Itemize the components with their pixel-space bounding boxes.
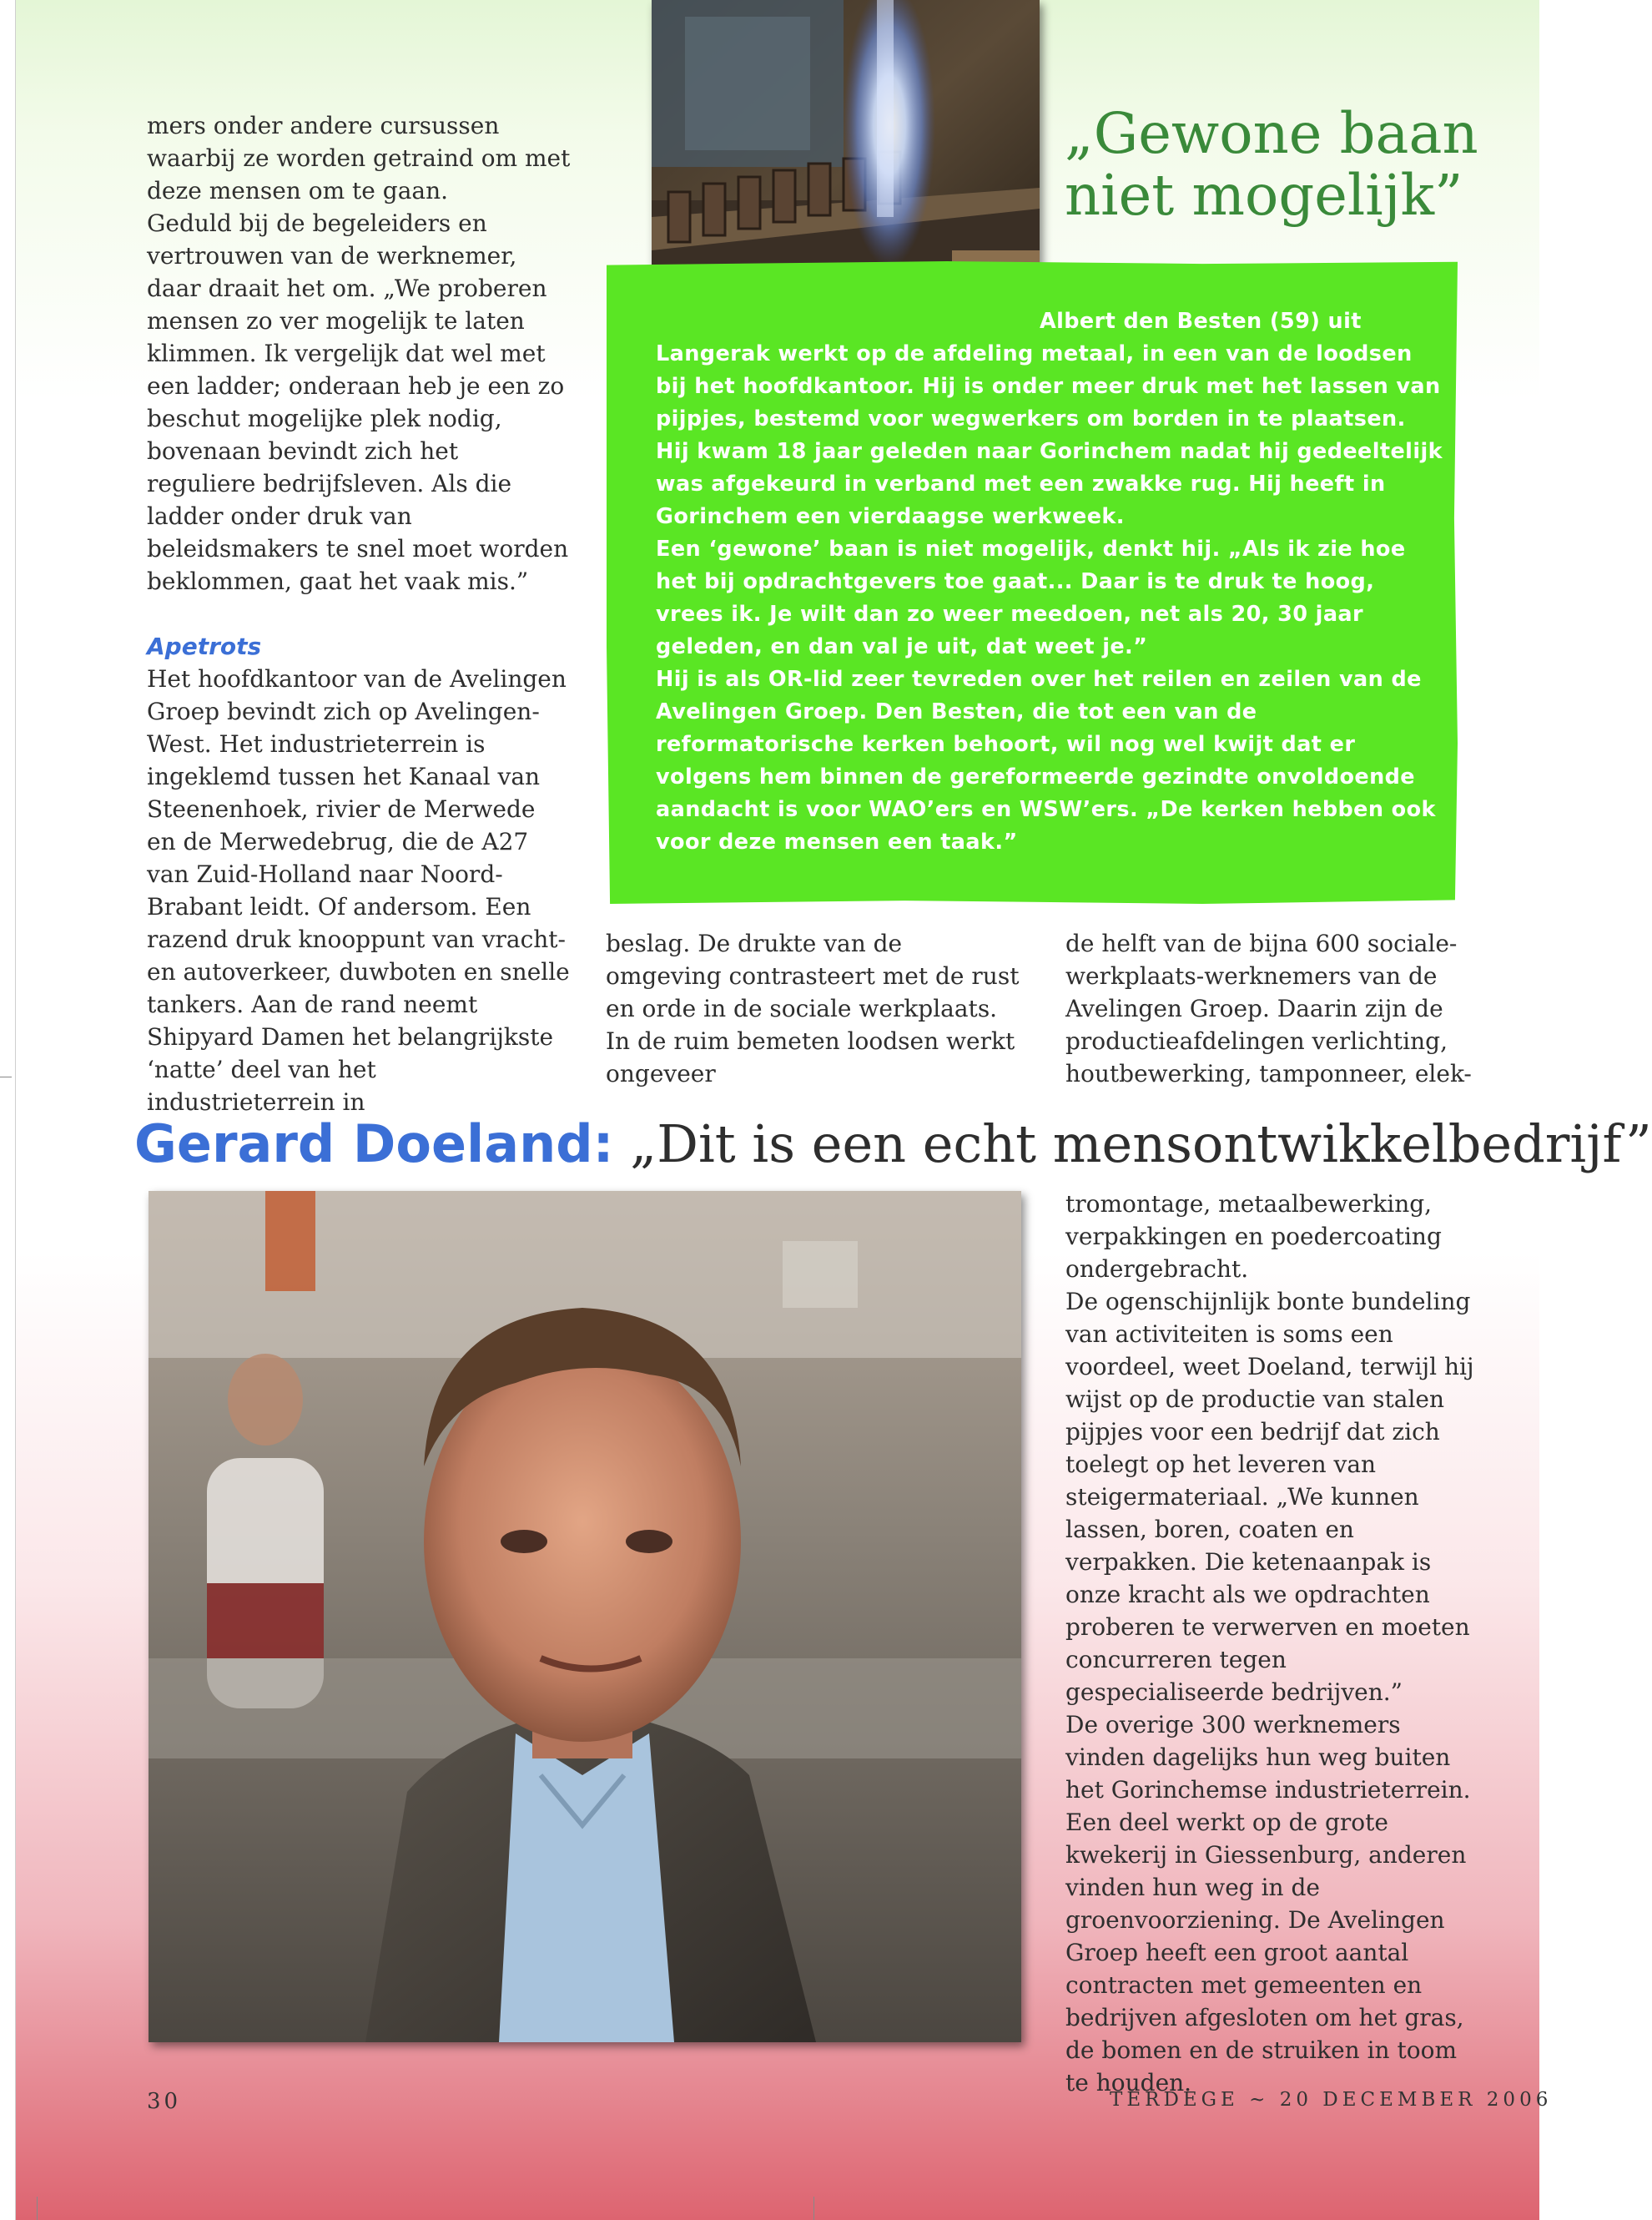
sidebar-paragraph: Een ‘gewone’ baan is niet mogelijk, denkt hij. „Als ik zie hoe het bij opdrachtgevers toe gaat... Daar is te druk te hoog, vrees ik. Je wilt dan zo weer meedoen, net als 20, 30 jaar geleden, en dan val je uit, dat weet je.” bbox=[656, 537, 1406, 659]
crop-mark-bottom-1 bbox=[37, 2197, 38, 2220]
body-paragraph: tromontage, metaalbewerking, verpakkingen en poedercoating ondergebracht. bbox=[1065, 1190, 1442, 1283]
body-paragraph: de helft van de bijna 600 sociale-werkplaats-werknemers van de Avelingen Groep. Daarin zijn de productieafdelingen verlichting, houtbewerking, tamponneer, elek- bbox=[1065, 930, 1472, 1087]
body-paragraph: Het hoofdkantoor van de Avelingen Groep bevindt zich op Avelingen-West. Het industrieterrein is ingeklemd tussen het Kanaal van Steenenhoek, rivier de Merwede en de Merwedebrug, die de A27 van Zuid-Holland naar Noord-Brabant leidt. Of andersom. Een razend druk knooppunt van vracht- en autoverkeer, duwboten en snelle tankers. Aan de rand neemt Shipyard Damen het belangrijkste ‘natte’ deel van het industrieterrein in bbox=[147, 665, 570, 1116]
sidebar-paragraph: Hij is als OR-lid zeer tevreden over het reilen en zeilen van de Avelingen Groep. Den Besten, die tot een van de reformatorische kerken behoort, wil nog wel kwijt dat er volgens hem binnen de gereformeerde gezindte onvoldoende aandacht is voor WAO’ers en WSW’ers. „De kerken hebben ook voor deze mensen een taak.” bbox=[656, 667, 1436, 855]
middle-column bbox=[606, 927, 1023, 1090]
body-paragraph: De ogenschijnlijk bonte bundeling van activiteiten is soms een voordeel, weet Doeland, terwijl hij wijst op de productie van stalen pijpjes voor een bedrijf dat zich toelegt op het leveren van steigermateriaal. „We kunnen lassen, boren, coaten en verpakken. Die ketenaanpak is onze kracht als we opdrachten proberen te verwerven en moeten concurreren tegen gespecialiseerde bedrijven.” bbox=[1065, 1288, 1474, 1706]
headline-quote: „Dit is een echt mensontwikkelbedrijf” bbox=[613, 1113, 1652, 1174]
sidebar-text bbox=[656, 305, 1448, 859]
magazine-footer: TERDEGE ~ 20 DECEMBER 2006 bbox=[1110, 2089, 1553, 2111]
portrait-illustration bbox=[149, 1191, 1021, 2042]
page-number: 30 bbox=[147, 2089, 182, 2114]
sidebar-paragraph: Albert den Besten (59) uit Langerak werkt op de afdeling metaal, in een van de loodsen bij het hoofdkantoor. Hij is onder meer druk met het lassen van pijpjes, bestemd voor wegwerkers om borden in te plaatsen. bbox=[656, 309, 1441, 431]
article-headline bbox=[134, 1114, 1652, 1174]
fold-line-left bbox=[0, 0, 15, 2220]
fold-line bbox=[15, 0, 16, 2220]
body-paragraph: Geduld bij de begeleiders en vertrouwen van de werknemer, daar draait het om. „We proberen mensen zo ver mogelijk te laten klimmen. Ik vergelijk dat wel met een ladder; onderaan heb je een zo beschut mogelijke plek nodig, bovenaan bevindt zich het reguliere bedrijfsleven. Als die ladder onder druk van beleidsmakers te snel moet worden beklommen, gaat het vaak mis.” bbox=[147, 209, 569, 595]
body-paragraph: beslag. De drukte van de omgeving contrasteert met de rust en orde in de sociale werkplaats. In de ruim bemeten loodsen werkt ongeveer bbox=[606, 930, 1020, 1087]
subhead: Apetrots bbox=[147, 633, 262, 660]
left-column bbox=[147, 109, 571, 1118]
right-column-top bbox=[1065, 927, 1483, 1090]
crop-mark-bottom-2 bbox=[813, 2197, 814, 2220]
body-paragraph: De overige 300 werknemers vinden dagelijks hun weg buiten het Gorinchemse industrieterrein. Een deel werkt op de grote kwekerij in Giessenburg, anderen vinden hun weg in de groenvoorziening. De Avelingen Groep heeft een groot aantal contracten met gemeenten en bedrijven afgesloten om het gras, de bomen en de struiken in toom te houden. bbox=[1065, 1711, 1471, 2096]
body-paragraph: mers onder andere cursussen waarbij ze worden getraind om met deze mensen om te gaan. bbox=[147, 112, 571, 204]
sidebar-paragraph: Hij kwam 18 jaar geleden naar Gorinchem nadat hij gedeeltelijk was afgekeurd in verband met een zwakke rug. Hij heeft in Gorinchem een vierdaagse werkweek. bbox=[656, 439, 1443, 529]
portrait-photo bbox=[149, 1191, 1021, 2042]
right-column-bottom bbox=[1065, 1188, 1487, 2099]
headline-name: Gerard Doeland: bbox=[134, 1113, 614, 1174]
box-title: „Gewone baan niet mogelijk” bbox=[1065, 101, 1478, 228]
